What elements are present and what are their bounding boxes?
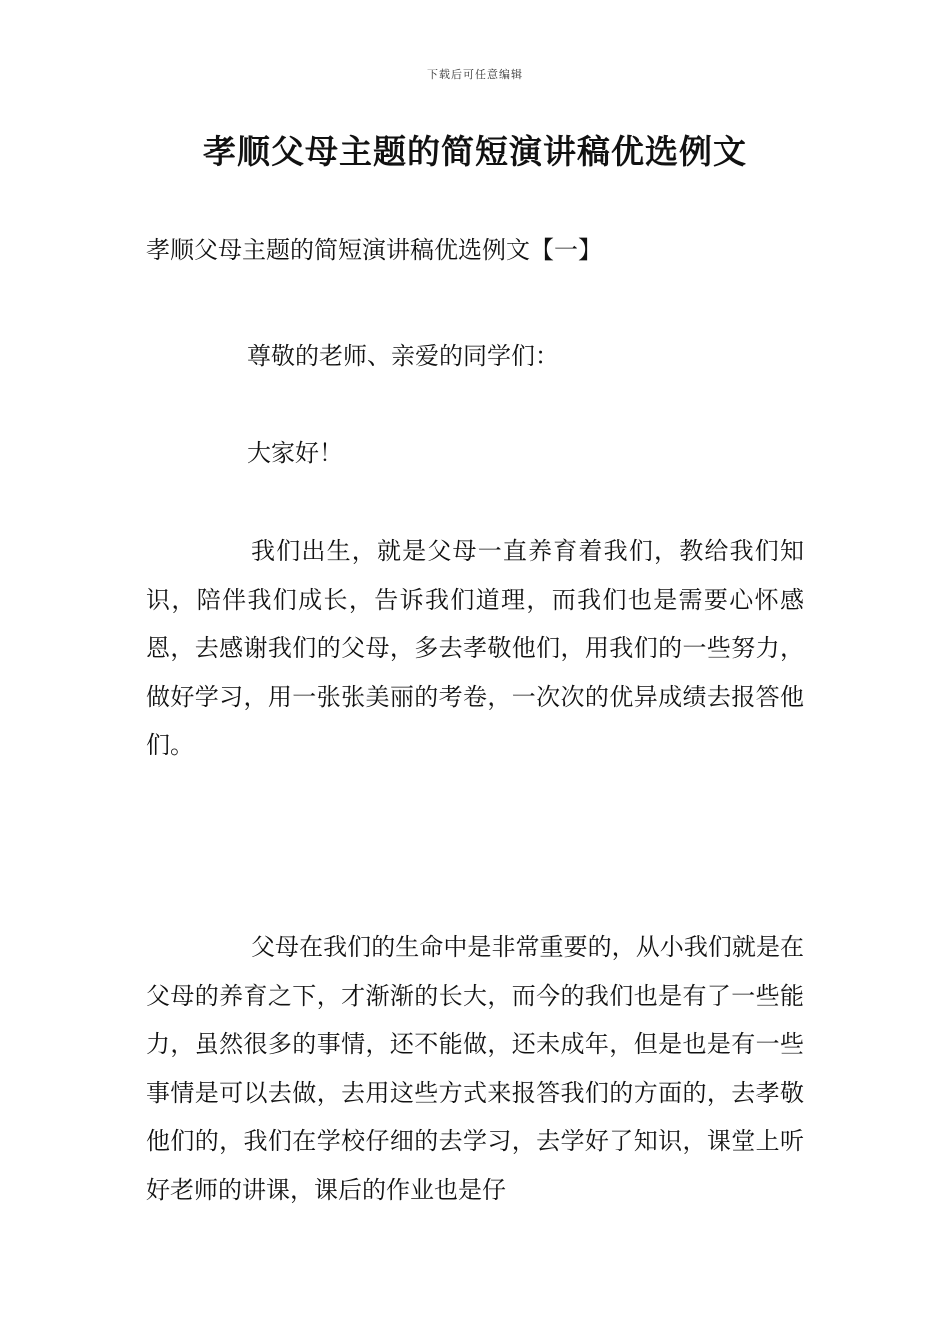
section-heading: 孝顺父母主题的简短演讲稿优选例文【一】 [146,236,602,264]
greeting-line: 尊敬的老师、亲爱的同学们： [247,342,559,370]
header-note: 下载后可任意编辑 [427,68,523,81]
body-paragraph: 父母在我们的生命中是非常重要的，从小我们就是在父母的养育之下，才渐渐的长大，而今的我们也是有了一些能力，虽然很多的事情，还不能做，还未成年，但是也是有一些事情是可以去做，去用这些方式来报答我们的方面的，去孝敬他们的，我们在学校仔细的去学习，去学好了知识，课堂上听好老师的讲课，课后的作业也是仔 [146,933,804,1204]
document-title: 孝顺父母主题的简短演讲稿优选例文 [203,132,747,171]
hello-line: 大家好！ [247,439,343,467]
body-paragraph: 我们出生，就是父母一直养育着我们，教给我们知识，陪伴我们成长，告诉我们道理，而我们也是需要心怀感恩，去感谢我们的父母，多去孝敬他们，用我们的一些努力，做好学习，用一张张美丽的考卷，一次次的优异成绩去报答他们。 [146,537,804,759]
